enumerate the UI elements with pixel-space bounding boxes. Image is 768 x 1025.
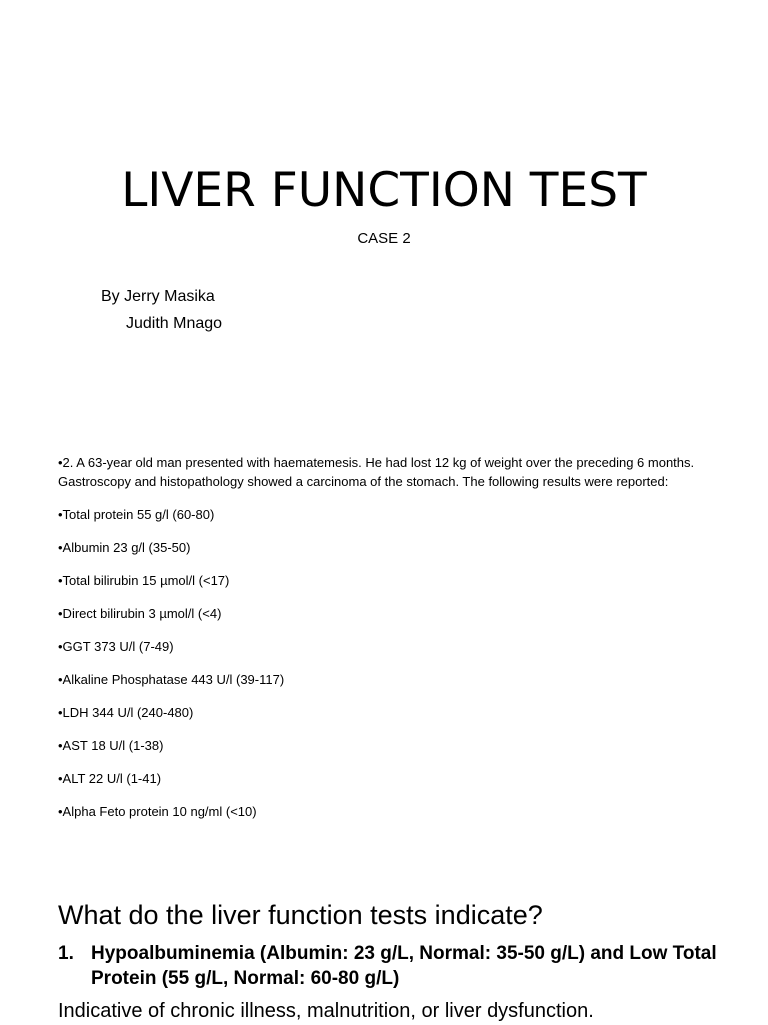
lab-result-item: •Total bilirubin 15 µmol/l (<17) (58, 573, 230, 588)
lab-result-item: •Direct bilirubin 3 µmol/l (<4) (58, 606, 222, 621)
author-line-1: By Jerry Masika (101, 288, 215, 305)
author-line-2: Judith Mnago (126, 315, 223, 332)
conclusion-text: Indicative of chronic illness, malnutrition, or liver dysfunction. (58, 1000, 594, 1022)
lab-result-item: •ALT 22 U/l (1-41) (58, 771, 162, 786)
lab-result-item: •Alkaline Phosphatase 443 U/l (39-117) (58, 672, 285, 687)
answer-list (58, 941, 748, 991)
document-title: LIVER FUNCTION TEST (121, 163, 647, 218)
lab-result-item: •Alpha Feto protein 10 ng/ml (<10) (58, 804, 257, 819)
lab-results-list (58, 505, 738, 835)
answer-text: Hypoalbuminemia (Albumin: 23 g/L, Normal: 35-50 g/L) and Low Total Protein (55 g/L, Normal: 60-80 g/L) (91, 943, 717, 989)
case-subtitle: CASE 2 (357, 230, 411, 247)
lab-result-item: •LDH 344 U/l (240-480) (58, 705, 194, 720)
lab-result-item: •AST 18 U/l (1-38) (58, 738, 164, 753)
case-description (58, 453, 738, 835)
question-heading: What do the liver function tests indicate? (58, 900, 543, 930)
answer-number: 1. (58, 943, 74, 964)
case-intro-text: •2. A 63-year old man presented with haematemesis. He had lost 12 kg of weight over the preceding 6 months. Gastroscopy and histopathology showed a carcinoma of the stomach. The following results were reported: (58, 455, 695, 489)
answer-item (58, 941, 748, 991)
authors-block (101, 283, 222, 337)
lab-result-item: •GGT 373 U/l (7-49) (58, 639, 174, 654)
lab-result-item: •Total protein 55 g/l (60-80) (58, 507, 215, 522)
lab-result-item: •Albumin 23 g/l (35-50) (58, 540, 191, 555)
